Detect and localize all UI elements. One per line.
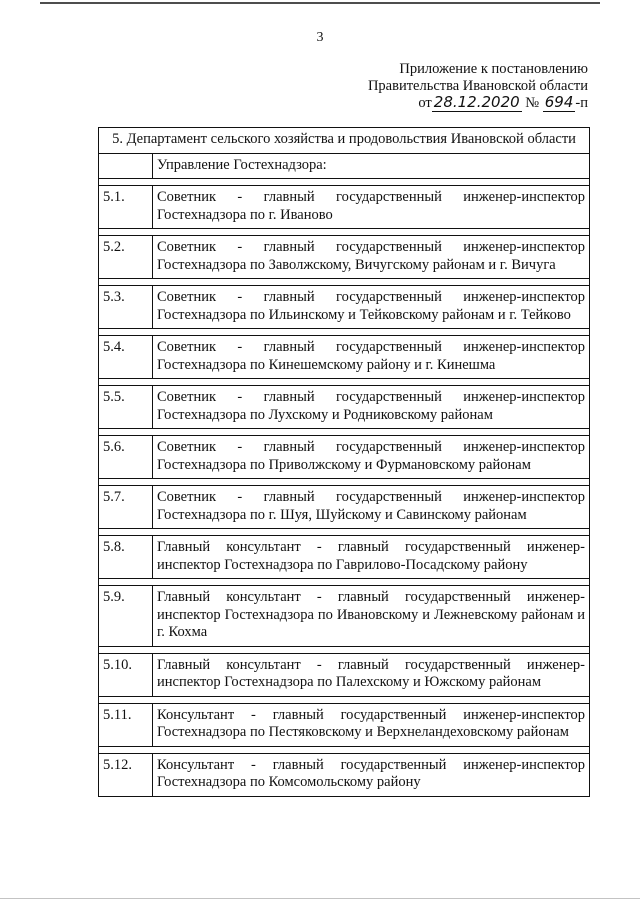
table-row [99,236,590,279]
row-position-text: Советник - главный государственный инженер-инспектор Гостехнадзора по Приволжскому и Фурмановскому районам [153,436,590,479]
division-title: Управление Гостехнадзора: [153,153,590,179]
row-position-text: Консультант - главный государственный инженер-инспектор Гостехнадзора по Пестяковскому и Верхнеландеховскому районам [153,703,590,746]
department-row [99,128,590,154]
row-spacer-cell [99,279,590,286]
table-row [99,186,590,229]
date-prefix: от [418,95,432,111]
row-position-text: Советник - главный государственный инженер-инспектор Гостехнадзора по Кинешемскому району и г. Кинешма [153,336,590,379]
division-num-cell [99,153,153,179]
row-position-text: Советник - главный государственный инженер-инспектор Гостехнадзора по г. Иваново [153,186,590,229]
row-number: 5.11. [99,703,153,746]
table-row [99,386,590,429]
table-row [99,336,590,379]
row-spacer-cell [99,529,590,536]
row-spacer [99,579,590,586]
row-number: 5.3. [99,286,153,329]
row-number: 5.7. [99,486,153,529]
row-spacer-cell [99,746,590,753]
row-position-text: Советник - главный государственный инженер-инспектор Гостехнадзора по г. Шуя, Шуйскому и Савинскому районам [153,486,590,529]
row-spacer [99,479,590,486]
row-position-text: Главный консультант - главный государственный инженер-инспектор Гостехнадзора по Палехскому и Южскому районам [153,653,590,696]
row-spacer [99,329,590,336]
row-spacer [99,179,590,186]
row-spacer-cell [99,329,590,336]
row-spacer [99,429,590,436]
row-spacer-cell [99,646,590,653]
row-spacer-cell [99,579,590,586]
table-row [99,703,590,746]
table-row [99,753,590,796]
row-position-text: Главный консультант - главный государственный инженер-инспектор Гостехнадзора по Ивановскому и Лежневскому районам и г. Кохма [153,586,590,647]
table-row [99,286,590,329]
appendix-header [368,61,588,112]
row-position-text: Советник - главный государственный инженер-инспектор Гостехнадзора по Лухскому и Родниковскому районам [153,386,590,429]
row-number: 5.2. [99,236,153,279]
row-spacer [99,646,590,653]
row-number: 5.1. [99,186,153,229]
row-spacer [99,746,590,753]
row-number: 5.8. [99,536,153,579]
row-number: 5.5. [99,386,153,429]
row-position-text: Консультант - главный государственный инженер-инспектор Гостехнадзора по Комсомольскому району [153,753,590,796]
table-row [99,586,590,647]
row-spacer [99,696,590,703]
row-spacer-cell [99,379,590,386]
handwritten-number: 694 [544,93,574,111]
row-spacer [99,229,590,236]
number-suffix: -п [575,95,588,111]
row-number: 5.12. [99,753,153,796]
appendix-header-line2: Правительства Ивановской области [367,77,588,94]
row-number: 5.9. [99,586,153,647]
row-spacer-cell [99,696,590,703]
table-row [99,486,590,529]
number-prefix: № [525,95,540,111]
row-number: 5.10. [99,653,153,696]
positions-table [98,127,590,797]
handwritten-date: 28.12.2020 [433,93,520,111]
row-spacer-cell [99,229,590,236]
row-spacer-cell [99,479,590,486]
row-position-text: Советник - главный государственный инженер-инспектор Гостехнадзора по Ильинскому и Тейковскому районам и г. Тейково [153,286,590,329]
scan-bottom-edge [0,898,640,899]
row-position-text: Советник - главный государственный инженер-инспектор Гостехнадзора по Заволжскому, Вичугскому районам и г. Вичуга [153,236,590,279]
table-row [99,536,590,579]
row-spacer-cell [99,429,590,436]
row-spacer [99,379,590,386]
row-position-text: Главный консультант - главный государственный инженер-инспектор Гостехнадзора по Гаврилово-Посадскому району [153,536,590,579]
row-spacer [99,279,590,286]
row-number: 5.6. [99,436,153,479]
department-title: 5. Департамент сельского хозяйства и продовольствия Ивановской области [99,128,590,154]
table-row [99,653,590,696]
row-spacer [99,529,590,536]
table-row [99,436,590,479]
row-number: 5.4. [99,336,153,379]
page-number: 3 [316,30,324,45]
appendix-header-date-line [368,94,588,112]
scan-top-edge [40,2,600,4]
division-row [99,153,590,179]
row-spacer-cell [99,179,590,186]
appendix-header-line1: Приложение к постановлению [399,61,588,77]
